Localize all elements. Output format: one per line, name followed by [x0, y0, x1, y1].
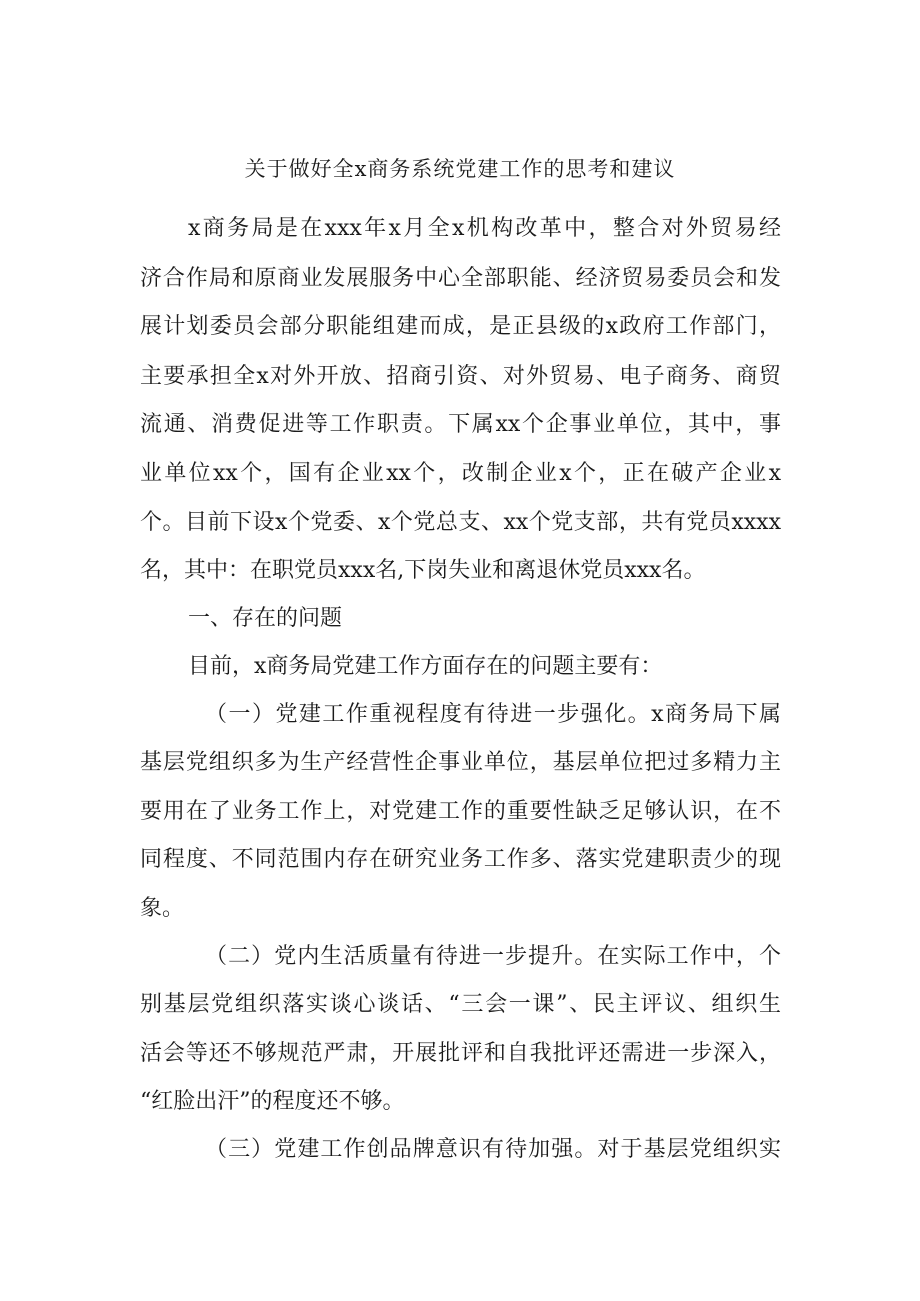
paragraph-line: 基层党组织多为生产经营性企事业单位，基层单位把过多精力主 [140, 750, 781, 775]
paragraph-line: 业单位xx个，国有企业xx个，改制企业x个，正在破产企业x [140, 461, 781, 486]
paragraph-line: 别基层党组织落实谈心谈话、“三会一课”、民主评议、组织生 [140, 992, 781, 1017]
paragraph-line: 主要承担全x对外开放、招商引资、对外贸易、电子商务、商贸 [140, 364, 781, 389]
paragraph-line: 名，其中：在职党员xxx名,下岗失业和离退休党员xxx名。 [140, 558, 706, 583]
paragraph-line: x商务局是在xxx年x月全x机构改革中，整合对外贸易经 [188, 216, 781, 241]
paragraph-line: （三）党建工作创品牌意识有待加强。对于基层党组织实 [205, 1137, 781, 1162]
paragraph-line: 活会等还不够规范严肃，开展批评和自我批评还需进一步深入， [140, 1041, 781, 1066]
paragraph-line: 展计划委员会部分职能组建而成，是正县级的x政府工作部门， [140, 314, 781, 339]
paragraph-line: 济合作局和原商业发展服务中心全部职能、经济贸易委员会和发 [140, 266, 781, 291]
paragraph-line: 目前，x商务局党建工作方面存在的问题主要有： [188, 654, 663, 679]
paragraph-line: 同程度、不同范围内存在研究业务工作多、落实党建职责少的现 [140, 847, 781, 872]
document-title: 关于做好全x商务系统党建工作的思考和建议 [244, 157, 676, 181]
paragraph-line: 要用在了业务工作上，对党建工作的重要性缺乏足够认识，在不 [140, 799, 781, 824]
paragraph-line: 流通、消费促进等工作职责。下属xx个企事业单位，其中，事 [140, 412, 781, 437]
paragraph-line: “红脸出汗”的程度还不够。 [140, 1089, 405, 1114]
paragraph-line: （一）党建工作重视程度有待进一步强化。x商务局下属 [205, 702, 781, 727]
paragraph-line: （二）党内生活质量有待进一步提升。在实际工作中，个 [205, 944, 781, 969]
paragraph-line: 个。目前下设x个党委、x个党总支、xx个党支部，共有党员xxxx [140, 510, 781, 535]
section-heading: 一、存在的问题 [188, 606, 343, 631]
paragraph-line: 象。 [140, 896, 185, 921]
